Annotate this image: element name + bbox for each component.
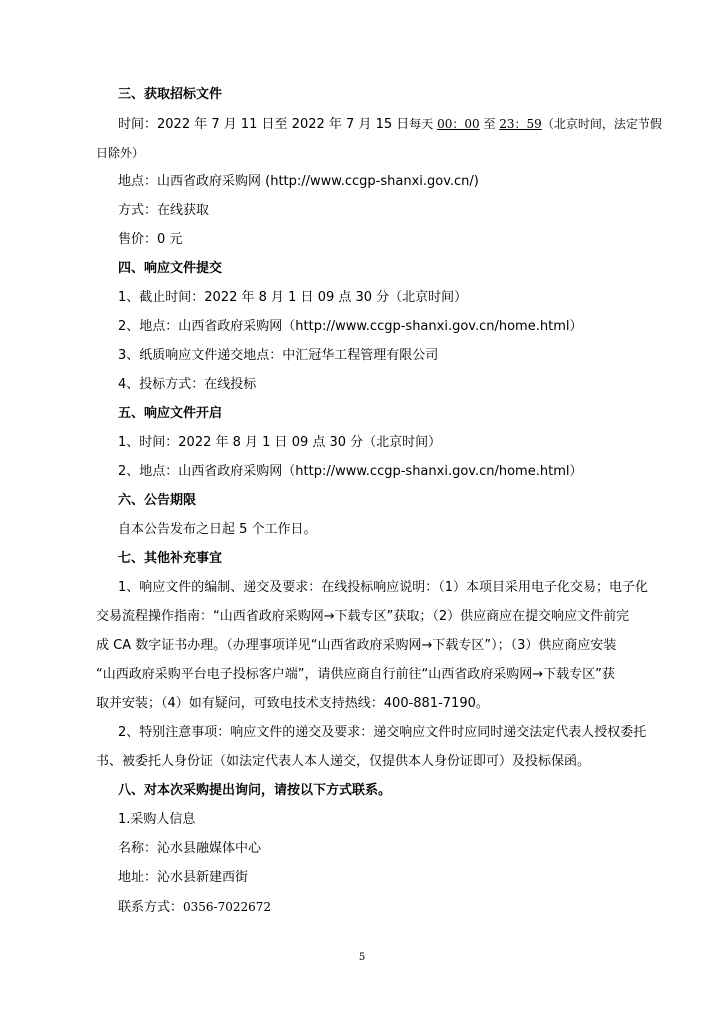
sec4-item: 1、截止时间：2022 年 8 月 1 日 09 点 30 分（北京时间） — [118, 290, 468, 305]
sec4-item: 2、地点：山西省政府采购网（http://www.ccgp-shanxi.gov.cn/home.html） — [118, 319, 583, 334]
sec7-p1-line: 交易流程操作指南：“山西省政府采购网→下载专区”获取；（2）供应商应在提交响应文件前完 — [96, 609, 630, 624]
page-number: 5 — [358, 952, 366, 963]
sec7-p1-line: 1、响应文件的编制、递交及要求：在线投标响应说明：（1）本项目采用电子化交易；电子化 — [118, 580, 649, 595]
sec7-p1-line: 取并安装；（4）如有疑问，可致电技术支持热线：400-881-7190。 — [96, 696, 489, 711]
sec4-item: 3、纸质响应文件递交地点：中汇冠华工程管理有限公司 — [118, 348, 439, 363]
sec8-subheading: 1.采购人信息 — [118, 812, 196, 827]
sec3-time-to: 至 — [479, 117, 500, 131]
sec8-contact-label: 联系方式： — [118, 900, 184, 915]
sec7-p2-line: 2、特别注意事项：响应文件的递交及要求：递交响应文件时应同时递交法定代表人授权委托 — [118, 725, 647, 740]
sec3-time — [0, 116, 724, 133]
sec8-contact-phone: 0356-7022672 — [183, 900, 272, 914]
sec3-time-end: 23：59 — [499, 117, 542, 131]
section-3-heading: 三、获取招标文件 — [118, 87, 223, 102]
section-6-heading: 六、公告期限 — [118, 493, 197, 508]
section-5-heading: 五、响应文件开启 — [118, 406, 223, 421]
sec7-p1-line: 成 CA 数字证书办理。（办理事项详见“山西省政府采购网→下载专区”）；（3）供应商应安装 — [96, 638, 617, 653]
sec3-place: 地点：山西省政府采购网 (http://www.ccgp-shanxi.gov.cn/) — [118, 174, 479, 189]
sec4-item: 4、投标方式：在线投标 — [118, 377, 257, 392]
sec6-text: 自本公告发布之日起 5 个工作日。 — [118, 522, 317, 537]
sec3-time-start: 00：00 — [437, 117, 480, 131]
sec3-time-note: （北京时间，法定节假 — [541, 117, 662, 131]
section-8-heading: 八、对本次采购提出询问，请按以下方式联系。 — [118, 783, 392, 798]
sec3-time-continued: 日除外） — [96, 146, 145, 160]
sec8-name: 名称：沁水县融媒体中心 — [118, 841, 262, 856]
sec3-time-daily: 每天 — [409, 117, 438, 131]
sec3-price: 售价：0 元 — [118, 232, 183, 247]
sec8-address: 地址：沁水县新建西街 — [118, 870, 249, 885]
sec5-item: 2、地点：山西省政府采购网（http://www.ccgp-shanxi.gov.cn/home.html） — [118, 464, 583, 479]
sec8-contact — [0, 899, 724, 916]
sec3-method: 方式：在线获取 — [118, 203, 210, 218]
section-7-heading: 七、其他补充事宜 — [118, 551, 223, 566]
sec7-p1-line: “山西政府采购平台电子投标客户端”，请供应商自行前往“山西省政府采购网→下载专区”获 — [96, 667, 615, 682]
sec7-p2-line: 书、被委托人身份证（如法定代表人本人递交，仅提供本人身份证即可）及投标保函。 — [96, 754, 591, 769]
section-4-heading: 四、响应文件提交 — [118, 261, 223, 276]
sec5-item: 1、时间：2022 年 8 月 1 日 09 点 30 分（北京时间） — [118, 435, 442, 450]
sec3-time-dates: 时间：2022 年 7 月 11 日至 2022 年 7 月 15 日 — [118, 117, 410, 132]
